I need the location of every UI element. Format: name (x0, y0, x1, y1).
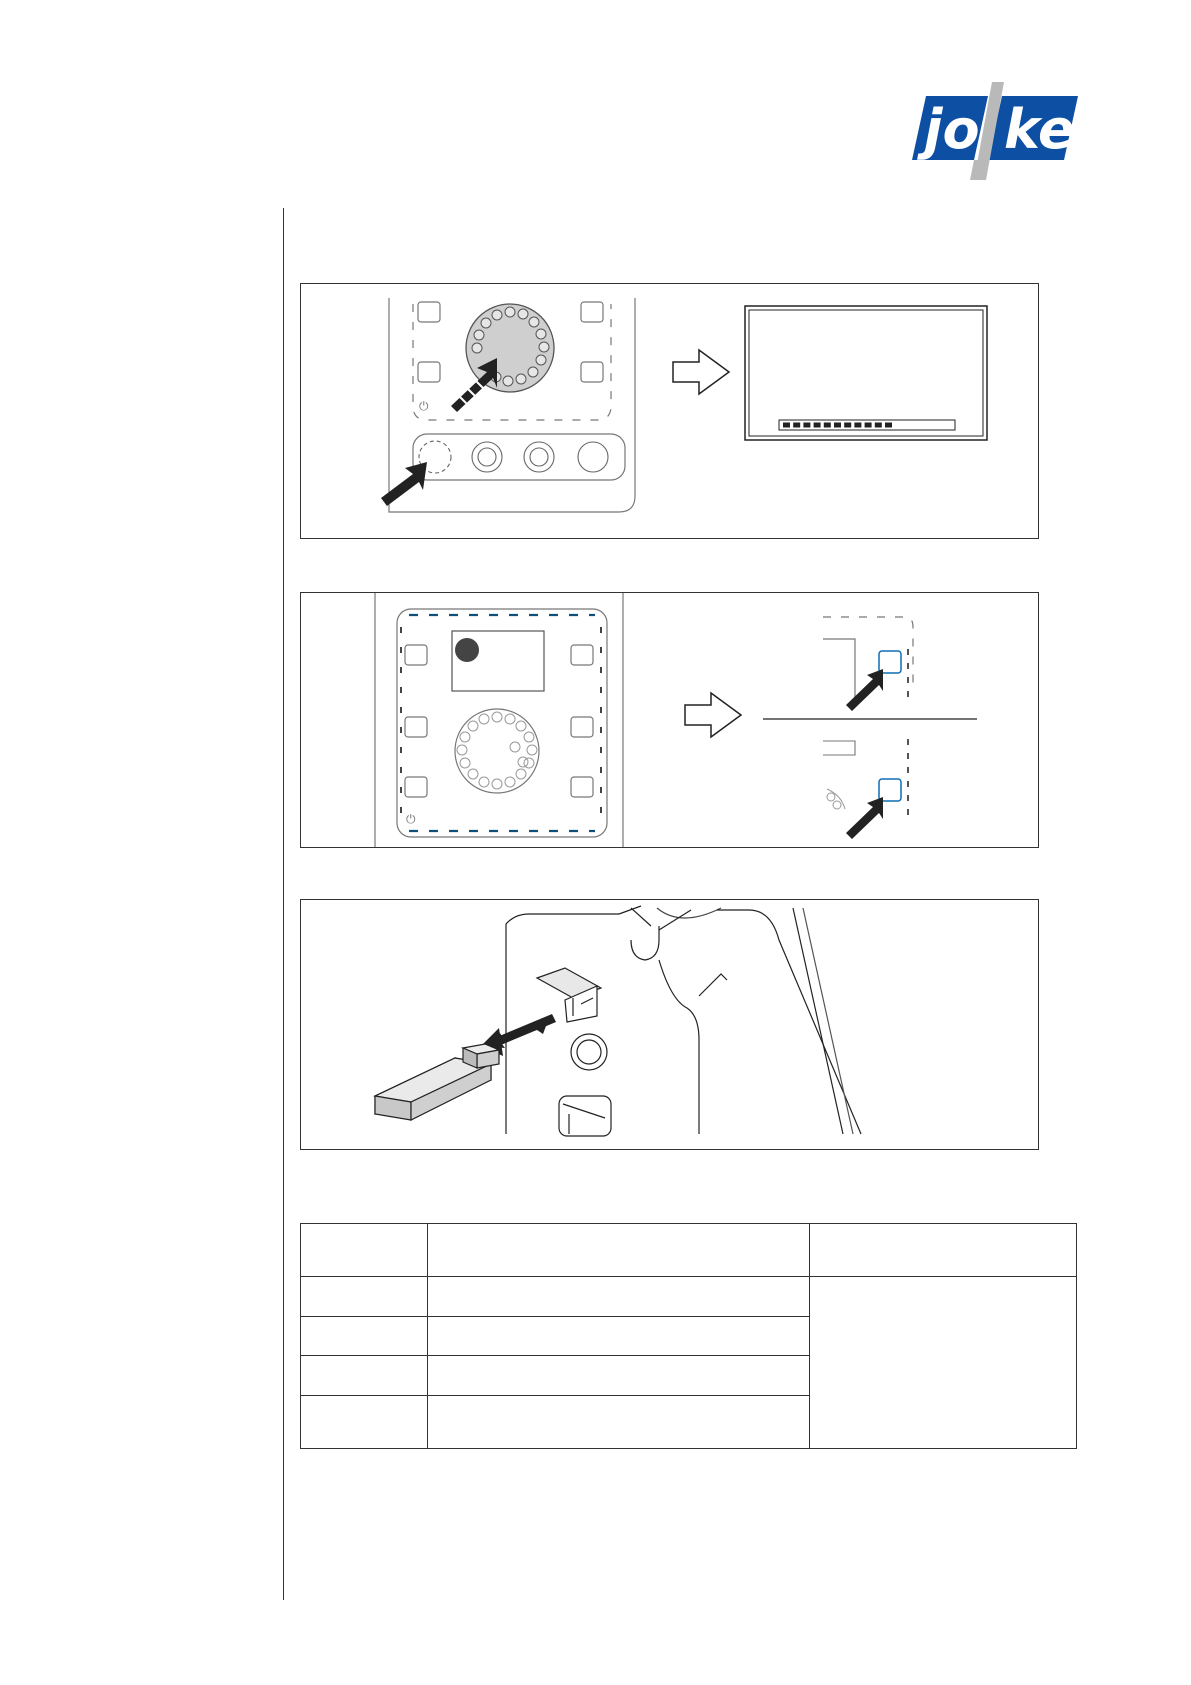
table-cell (301, 1316, 428, 1355)
table-cell (427, 1277, 809, 1316)
table-cell (301, 1277, 428, 1316)
control-knob-icon (457, 712, 537, 789)
progress-block (854, 423, 861, 428)
brand-logo (912, 82, 1078, 192)
table-header-row (301, 1224, 1077, 1277)
progress-block (885, 423, 892, 428)
page-margin-rule (283, 208, 284, 1600)
logo-image (912, 82, 1078, 180)
led-indicator-icon (823, 617, 913, 839)
progress-block (793, 423, 800, 428)
display-progress-icon (745, 306, 987, 440)
progress-block (824, 423, 831, 428)
table-merged-cell (809, 1277, 1076, 1449)
figure-led-indicator-sequence (300, 592, 1039, 848)
data-table (300, 1223, 1077, 1449)
progress-block (875, 423, 882, 428)
progress-block (844, 423, 851, 428)
table-header-cell (809, 1224, 1076, 1277)
progress-block (865, 423, 872, 428)
control-panel-icon (375, 593, 623, 847)
status-dot-icon (455, 638, 479, 662)
progress-block (814, 423, 821, 428)
arrow-right-icon (685, 693, 741, 737)
press-arrow-icon (381, 462, 427, 506)
figure-boot-update-sequence (300, 283, 1039, 539)
table-cell (427, 1316, 809, 1355)
svg-text:⏻: ⏻ (406, 812, 416, 826)
table-cell (301, 1356, 428, 1395)
svg-text:⏻: ⏻ (419, 399, 429, 413)
arrow-right-icon (673, 350, 729, 394)
table-row (301, 1277, 1077, 1316)
table-cell (301, 1395, 428, 1449)
usb-port-icon (537, 968, 611, 1136)
svg-text:ke: ke (1004, 98, 1075, 161)
svg-text:jo: jo (924, 98, 980, 161)
progress-block (803, 423, 810, 428)
figure-usb-stick-removal (300, 899, 1039, 1150)
control-knob-icon (466, 304, 554, 392)
progress-block (834, 423, 841, 428)
table-cell (427, 1356, 809, 1395)
table-header-cell (427, 1224, 809, 1277)
device-body-icon (506, 906, 861, 1134)
table-header-cell (301, 1224, 428, 1277)
table-cell (427, 1395, 809, 1449)
usb-stick-icon (375, 1044, 499, 1120)
power-button-icon (419, 441, 608, 473)
progress-block (783, 423, 790, 428)
